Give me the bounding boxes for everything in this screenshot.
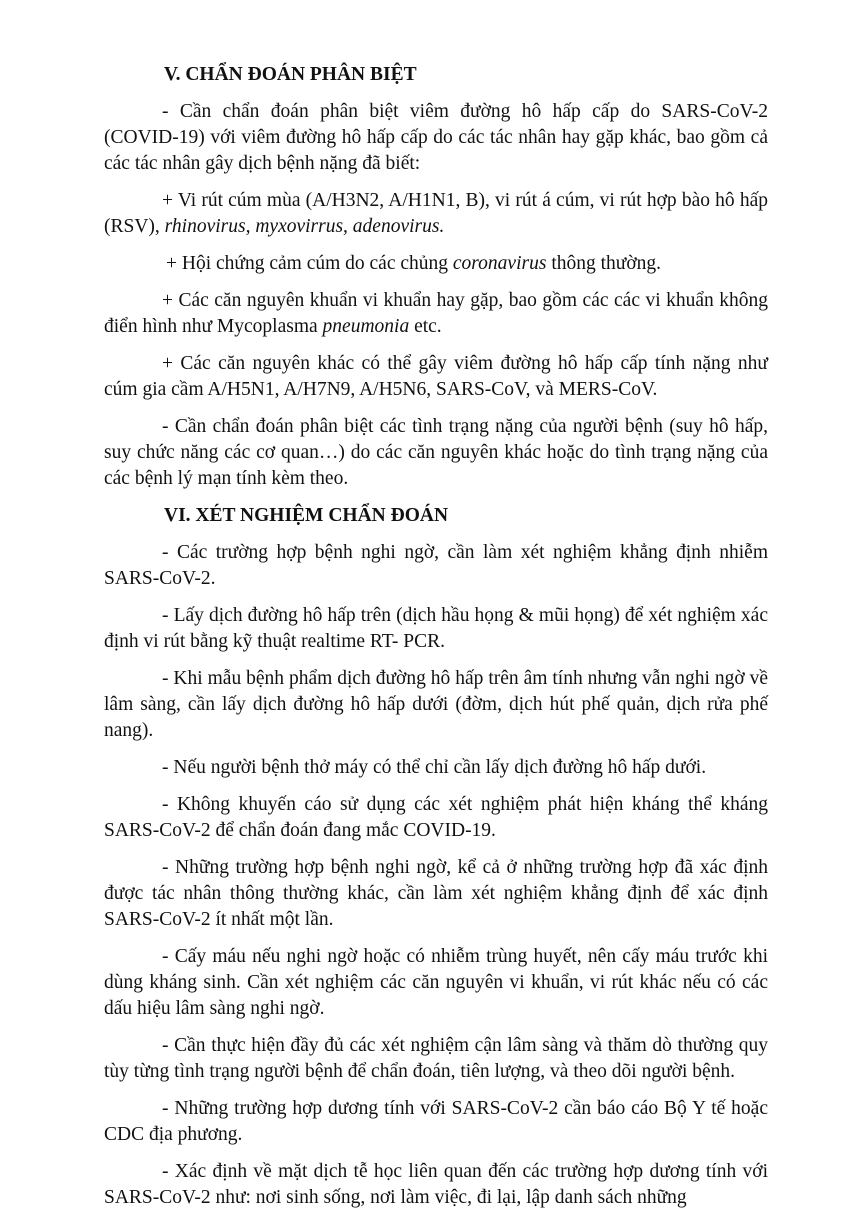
section-6-paragraph-10: - Xác định về mặt dịch tễ học liên quan đến các trường hợp dương tính với SARS-CoV-2 như: nơi sinh sống, nơi làm việc, đi lại, lập danh sách những: [104, 1161, 768, 1208]
section-5-paragraph-4-italic: pneumonia: [322, 316, 410, 337]
document-page: [104, 62, 768, 1221]
section-6-paragraph-6: - Những trường hợp bệnh nghi ngờ, kể cả ở những trường hợp đã xác định được tác nhân thông thường khác, cần làm xét nghiệm khẳng định để xác định SARS-CoV-2 ít nhất một lần.: [104, 857, 768, 930]
section-6-paragraph-5: - Không khuyến cáo sử dụng các xét nghiệm phát hiện kháng thể kháng SARS-CoV-2 để chẩn đoán đang mắc COVID-19.: [104, 794, 768, 841]
section-6-paragraph-1: - Các trường hợp bệnh nghi ngờ, cần làm xét nghiệm khẳng định nhiễm SARS-CoV-2.: [104, 542, 768, 589]
section-5-paragraph-3-text-a: + Hội chứng cảm cúm do các chủng: [166, 253, 453, 274]
section-6-paragraph-2: - Lấy dịch đường hô hấp trên (dịch hầu họng & mũi họng) để xét nghiệm xác định vi rút bằng kỹ thuật realtime RT- PCR.: [104, 605, 768, 652]
section-5-paragraph-4-text-c: etc.: [409, 316, 442, 337]
section-5-paragraph-6: - Cần chẩn đoán phân biệt các tình trạng nặng của người bệnh (suy hô hấp, suy chức năng các cơ quan…) do các căn nguyên khác hoặc do tình trạng nặng của các bệnh lý mạn tính kèm theo.: [104, 416, 768, 489]
section-6-heading: VI. XÉT NGHIỆM CHẨN ĐOÁN: [164, 505, 449, 526]
section-6-paragraph-7: - Cấy máu nếu nghi ngờ hoặc có nhiễm trùng huyết, nên cấy máu trước khi dùng kháng sinh. Cần xét nghiệm các căn nguyên vi khuẩn, vi rút khác nếu có các dấu hiệu lâm sàng nghi ngờ.: [104, 946, 768, 1019]
section-5-paragraph-3: [104, 251, 768, 277]
section-6-paragraph-3: - Khi mẫu bệnh phẩm dịch đường hô hấp trên âm tính nhưng vẫn nghi ngờ về lâm sàng, cần lấy dịch đường hô hấp dưới (đờm, dịch hút phế quản, dịch rửa phế nang).: [104, 668, 768, 741]
section-6-paragraph-8: - Cần thực hiện đầy đủ các xét nghiệm cận lâm sàng và thăm dò thường quy tùy từng tình trạng người bệnh để chẩn đoán, tiên lượng, và theo dõi người bệnh.: [104, 1035, 768, 1082]
section-5-paragraph-4-text-a: + Các căn nguyên khuẩn vi khuẩn hay gặp, bao gồm các các vi khuẩn không điển hình như Mycoplasma: [104, 290, 768, 337]
section-5-paragraph-3-italic: coronavirus: [452, 253, 547, 274]
section-5-paragraph-2-italic: rhinovirus, myxovirrus, adenovirus.: [164, 216, 445, 237]
section-5-paragraph-4: [104, 288, 768, 340]
section-5-paragraph-2-text: + Vi rút cúm mùa (A/H3N2, A/H1N1, B), vi rút á cúm, vi rút hợp bào hô hấp (RSV),: [104, 190, 768, 237]
section-5-paragraph-5: + Các căn nguyên khác có thể gây viêm đường hô hấp cấp tính nặng như cúm gia cầm A/H5N1, A/H7N9, A/H5N6, SARS-CoV, và MERS-CoV.: [104, 353, 768, 400]
section-6-paragraph-9: - Những trường hợp dương tính với SARS-CoV-2 cần báo cáo Bộ Y tế hoặc CDC địa phương.: [104, 1098, 768, 1145]
section-5-paragraph-3-text-c: thông thường.: [546, 253, 662, 274]
section-6-paragraph-4: - Nếu người bệnh thở máy có thể chỉ cần lấy dịch đường hô hấp dưới.: [162, 757, 707, 778]
section-5-paragraph-1: - Cần chẩn đoán phân biệt viêm đường hô hấp cấp do SARS-CoV-2 (COVID-19) với viêm đường hô hấp cấp do các tác nhân hay gặp khác, bao gồm cả các tác nhân gây dịch bệnh nặng đã biết:: [104, 101, 768, 174]
section-5-paragraph-2: [104, 188, 768, 240]
section-5-heading: V. CHẨN ĐOÁN PHÂN BIỆT: [164, 64, 417, 85]
